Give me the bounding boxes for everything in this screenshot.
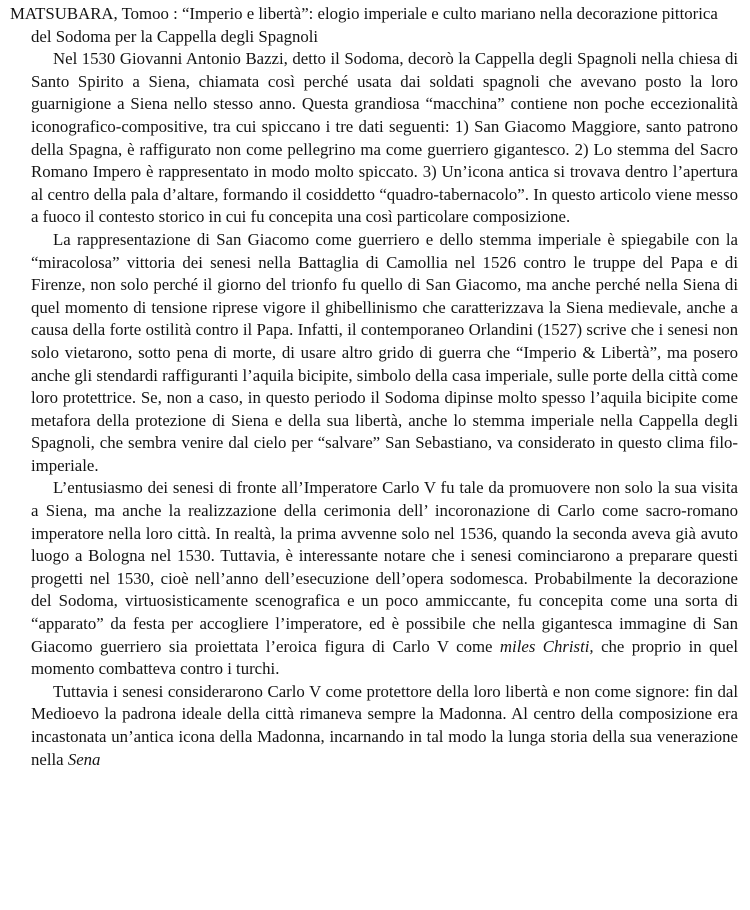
- paragraph-3: [10, 477, 738, 680]
- document-page: [10, 3, 738, 771]
- paragraph-3-italic: miles Christi,: [499, 636, 594, 656]
- paragraph-4-text: Tuttavia i senesi considerarono Carlo V come protettore della loro libertà e non come signore: fin dal Medioevo la padrona ideale della città rimaneva sempre la Madonna. Al centro della composizione era incastonata un’antica icona della Madonna, incarnando in tal modo la lunga storia della sua venerazione nella: [31, 681, 738, 769]
- author-name: MATSUBARA, Tomoo :: [10, 4, 178, 23]
- paragraph-3-text: L’entusiasmo dei senesi di fronte all’Imperatore Carlo V fu tale da promuovere non solo la sua visita a Siena, ma anche la realizzazione della cerimonia dell’ incoronazione di Carlo come sacro-romano imperatore nella loro città. In realtà, la prima avvenne solo nel 1536, quando la seconda aveva già avuto luogo a Bologna nel 1530. Tuttavia, è interessante notare che i senesi cominciarono a preparare questi progetti nel 1530, cioè nell’anno dell’esecuzione dell’opera sodomesca. Probabilmente la decorazione del Sodoma, virtuosisticamente scenografica e un poco ammiccante, fu concepita come una sorta di “apparato” da festa per accogliere l’imperatore, ed è possibile che nella gigantesca immagine di San Giacomo guerriero sia proiettata l’eroica figura di Carlo V come: [31, 478, 738, 656]
- article-heading: [10, 3, 738, 48]
- paragraph-4-italic: Sena: [67, 749, 101, 769]
- paragraph-1: Nel 1530 Giovanni Antonio Bazzi, detto il Sodoma, decorò la Cappella degli Spagnoli nella chiesa di Santo Spirito a Siena, chiamata così perché usata dai soldati spagnoli che avevano posto la loro guarnigione a Siena nello stesso anno. Questa grandiosa “macchina” contiene non poche eccezionalità iconografico-compositive, tra cui spiccano i tre dati seguenti: 1) San Giacomo Maggiore, santo patrono della Spagna, è raffigurato non come pellegrino ma come guerriero gigantesco. 2) Lo stemma del Sacro Romano Impero è rappresentato in modo molto spiccato. 3) Un’icona antica si trovava dentro l’apertura al centro della pala d’altare, formando il cosiddetto “quadro-tabernacolo”. In questo articolo viene messo a fuoco il contesto storico in cui fu concepita una così particolare composizione.: [31, 49, 738, 227]
- paragraph-3-tail: che proprio in quel momento combatteva contro i turchi.: [31, 636, 739, 679]
- article-title: “Imperio e libertà”: elogio imperiale e culto mariano nella decorazione pittorica del Sodoma per la Cappella degli Spagnoli: [31, 4, 718, 46]
- paragraph-2: La rappresentazione di San Giacomo come guerriero e dello stemma imperiale è spiegabile con la “miracolosa” vittoria dei senesi nella Battaglia di Camollia nel 1526 contro le truppe del Papa e di Firenze, non solo perché il giorno del trionfo fu quello di San Giacomo, ma anche perché nella Siena di quel momento di tensione riprese vigore il ghibellinismo che caratterizzava la Siena medievale, anche a causa della forte ostilità contro il Papa. Infatti, il contemporaneo Orlandini (1527) scrive che i senesi non solo vietarono, sotto pena di morte, di usare altro grido di guerra che “Imperio & Libertà”, ma posero anche gli stendardi raffiguranti l’aquila bicipite, simbolo della casa imperiale, sulle porte della città come loro protettrice. Se, non a caso, in questo periodo il Sodoma dipinse molto spesso l’aquila bicipite come metafora della protezione di Siena e della sua libertà, anche lo stemma imperiale nella Cappella degli Spagnoli, che sembra venire dal cielo per “salvare” San Sebastiano, va considerato in questo clima filo-imperiale.: [31, 229, 738, 475]
- paragraph-4: [10, 681, 738, 771]
